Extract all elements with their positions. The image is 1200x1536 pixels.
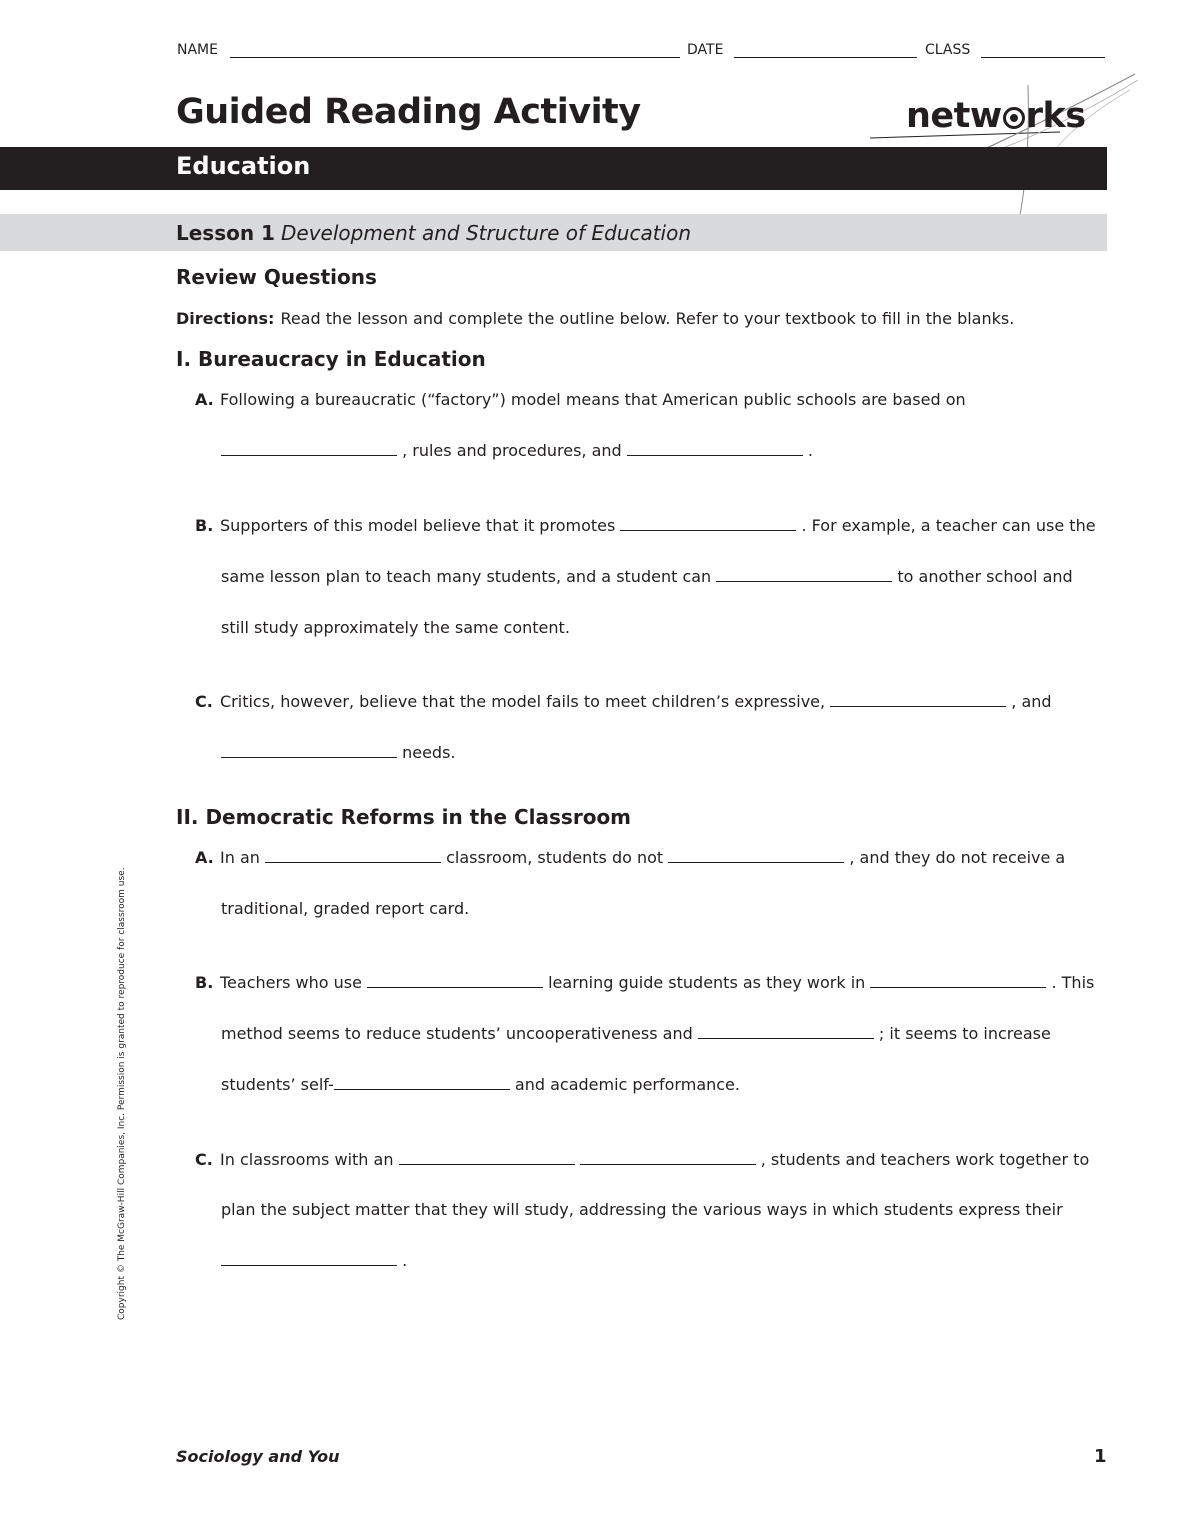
item-text: Teachers who use [220,973,362,992]
answer-blank[interactable] [620,516,796,531]
answer-blank[interactable] [580,1150,756,1165]
student-info-header [177,38,1105,62]
item-text: classroom, students do not [446,848,664,867]
answer-blank[interactable] [627,441,803,456]
networks-swoosh-graphic [860,70,1140,220]
answer-blank[interactable] [716,567,892,582]
item-2c-line2: plan the subject matter that they will study, addressing the various ways in which students express their [221,1200,1063,1219]
answer-blank[interactable] [698,1024,874,1039]
answer-blank[interactable] [830,692,1006,707]
class-field[interactable] [981,57,1105,58]
item-text: Supporters of this model believe that it promotes [220,516,616,535]
item-2a-line1 [195,848,1065,867]
answer-blank[interactable] [221,1251,397,1266]
item-text: ; it seems to increase [878,1024,1051,1043]
item-letter: C. [195,692,213,711]
item-1a-line1 [195,390,966,409]
item-text: . [807,441,813,460]
directions [176,309,1014,328]
item-1b-line2 [221,567,1073,586]
page-number: 1 [1094,1446,1107,1467]
item-letter: A. [195,848,214,867]
item-1b-line1 [195,516,1096,535]
page-title: Guided Reading Activity [176,92,641,132]
item-letter: C. [195,1150,213,1169]
item-text: students’ self- [221,1075,334,1094]
item-text: and academic performance. [514,1075,740,1094]
item-text: needs. [402,743,456,762]
item-text: Following a bureaucratic (“factory”) model means that American public schools are based on [220,390,966,409]
answer-blank[interactable] [221,743,397,758]
item-1c-line2 [221,743,456,762]
section-band [0,147,1107,190]
review-heading: Review Questions [176,265,377,289]
item-text: method seems to reduce students’ uncooperativeness and [221,1024,693,1043]
item-letter: B. [195,973,214,992]
answer-blank[interactable] [221,441,397,456]
date-field[interactable] [734,57,917,58]
item-text: Critics, however, believe that the model fails to meet children’s expressive, [220,692,826,711]
networks-logo [906,96,1086,136]
item-text: , rules and procedures, and [402,441,622,460]
directions-label: Directions: [176,309,275,328]
item-text: In classrooms with an [220,1150,394,1169]
date-label: DATE [687,42,724,58]
class-label: CLASS [925,42,971,58]
lesson-heading [176,221,691,245]
book-title: Sociology and You [176,1447,340,1466]
answer-blank[interactable] [367,973,543,988]
item-2b-line2 [221,1024,1051,1043]
answer-blank[interactable] [870,973,1046,988]
item-1b-line3: still study approximately the same content. [221,618,570,637]
item-2c-line1 [195,1150,1089,1169]
item-letter: B. [195,516,214,535]
item-text: . [402,1251,408,1270]
item-letter: A. [195,390,214,409]
logo-text-end: rks [1025,96,1086,136]
item-text: , students and teachers work together to [760,1150,1090,1169]
item-text: same lesson plan to teach many students, and a student can [221,567,712,586]
item-text: . For example, a teacher can use the [801,516,1096,535]
answer-blank[interactable] [334,1075,510,1090]
item-text: learning guide students as they work in [548,973,866,992]
name-label: NAME [177,42,218,58]
answer-blank[interactable] [399,1150,575,1165]
lesson-title: Development and Structure of Education [280,221,692,245]
item-2b-line3 [221,1075,740,1094]
item-text: In an [220,848,260,867]
item-text: , and they do not receive a [849,848,1066,867]
name-field[interactable] [230,57,680,58]
item-2b-line1 [195,973,1094,992]
part2-heading: II. Democratic Reforms in the Classroom [176,805,632,829]
item-text: to another school and [897,567,1073,586]
copyright-notice: Copyright © The McGraw-Hill Companies, Inc. Permission is granted to reproduce for classroom use. [117,867,127,1320]
logo-o-icon [1003,107,1025,129]
item-1a-line2 [221,441,813,460]
item-text: , and [1011,692,1052,711]
item-text: . This [1051,973,1095,992]
answer-blank[interactable] [265,848,441,863]
item-1c-line1 [195,692,1052,711]
item-2c-line3 [221,1251,407,1270]
section-title: Education [176,152,311,180]
directions-text: Read the lesson and complete the outline below. Refer to your textbook to fill in the blanks. [280,309,1015,328]
part1-heading: I. Bureaucracy in Education [176,347,486,371]
logo-text-start: netw [906,96,1002,136]
answer-blank[interactable] [668,848,844,863]
lesson-number: Lesson 1 [176,221,275,245]
item-2a-line2: traditional, graded report card. [221,899,470,918]
